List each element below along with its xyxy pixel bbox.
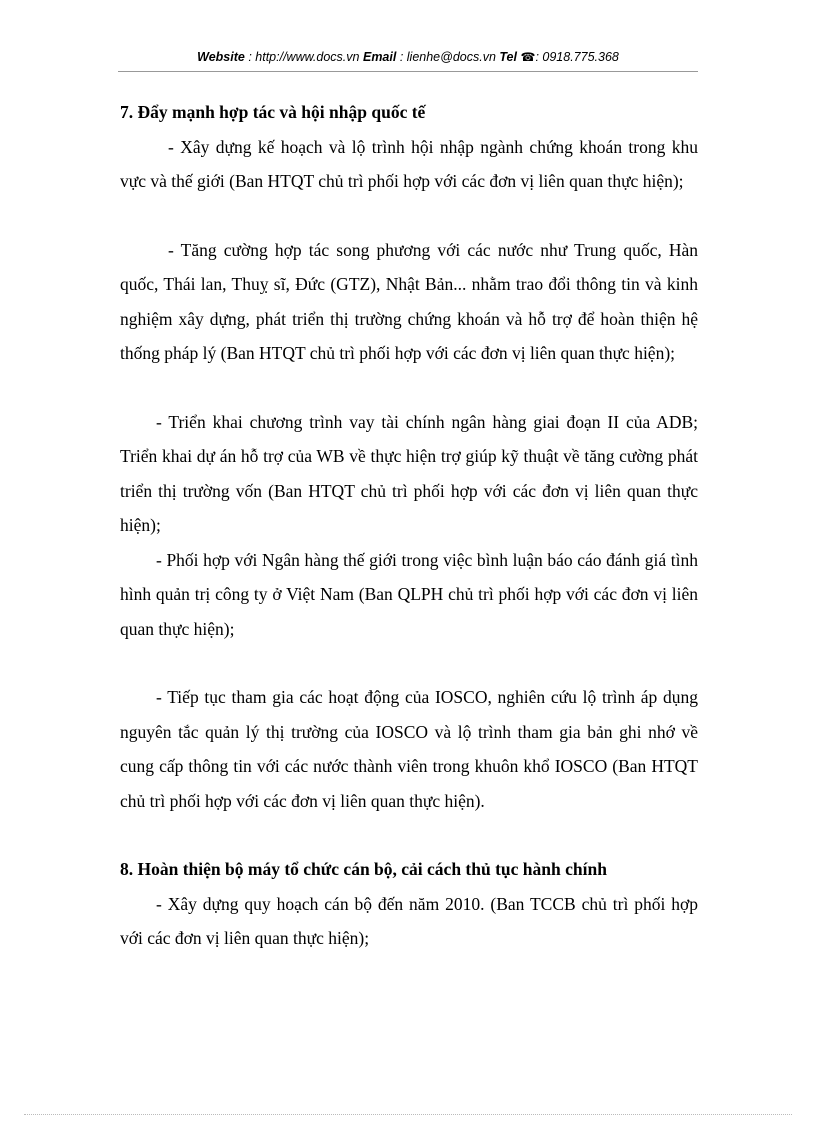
website-value: : http://www.docs.vn [248,50,360,64]
paragraph-gap [120,199,698,233]
paragraph-gap [120,646,698,680]
website-label: Website [197,50,245,64]
paragraph-gap [120,818,698,852]
section-7-paragraph-1: - Xây dựng kế hoạch và lộ trình hội nhập ngành chứng khoán trong khu vực và thế giới (Ban HTQT chủ trì phối hợp với các đơn vị liên quan thực hiện); [120,136,698,191]
email-value: : lienhe@docs.vn [399,50,496,64]
section-7-paragraph-4: - Phối hợp với Ngân hàng thế giới trong việc bình luận báo cáo đánh giá tình hình quản trị công ty ở Việt Nam (Ban QLPH chủ trì phối hợp với các đơn vị liên quan thực hiện); [120,549,698,639]
email-label: Email [362,50,397,64]
section-7-paragraph-3: - Triển khai chương trình vay tài chính ngân hàng giai đoạn II của ADB; Triển khai dự án hỗ trợ của WB về thực hiện trợ giúp kỹ thuật về tăng cường phát triển thị trường vốn (Ban HTQT chủ trì phối hợp với các đơn vị liên quan thực hiện); [120,411,698,535]
document-body [120,95,698,956]
section-8-paragraph-1: - Xây dựng quy hoạch cán bộ đến năm 2010. (Ban TCCB chủ trì phối hợp với các đơn vị liên quan thực hiện); [120,893,698,948]
section-7-paragraph-5: - Tiếp tục tham gia các hoạt động của IOSCO, nghiên cứu lộ trình áp dụng nguyên tắc quản lý thị trường của IOSCO và lộ trình tham gia bản ghi nhớ về cung cấp thông tin với các nước thành viên trong khuôn khổ IOSCO (Ban HTQT chủ trì phối hợp với các đơn vị liên quan thực hiện). [120,687,698,811]
phone-icon: ☎ [520,50,536,64]
paragraph-gap [120,371,698,405]
page-header [118,50,698,64]
header-divider [118,71,698,72]
section-7-paragraph-2: - Tăng cường hợp tác song phương với các nước như Trung quốc, Hàn quốc, Thái lan, Thuỵ sĩ, Đức (GTZ), Nhật Bản... nhằm trao đổi thông tin và kinh nghiệm xây dựng, phát triển thị trường chứng khoán và hỗ trợ để hoàn thiện hệ thống pháp lý (Ban HTQT chủ trì phối hợp với các đơn vị liên quan thực hiện); [120,239,698,363]
tel-label: Tel [499,50,517,64]
section-8-heading: 8. Hoàn thiện bộ máy tổ chức cán bộ, cải cách thủ tục hành chính [120,859,607,879]
section-7-heading: 7. Đẩy mạnh hợp tác và hội nhập quốc tế [120,102,426,122]
tel-value: : 0918.775.368 [535,50,619,64]
footer-divider [24,1114,792,1115]
